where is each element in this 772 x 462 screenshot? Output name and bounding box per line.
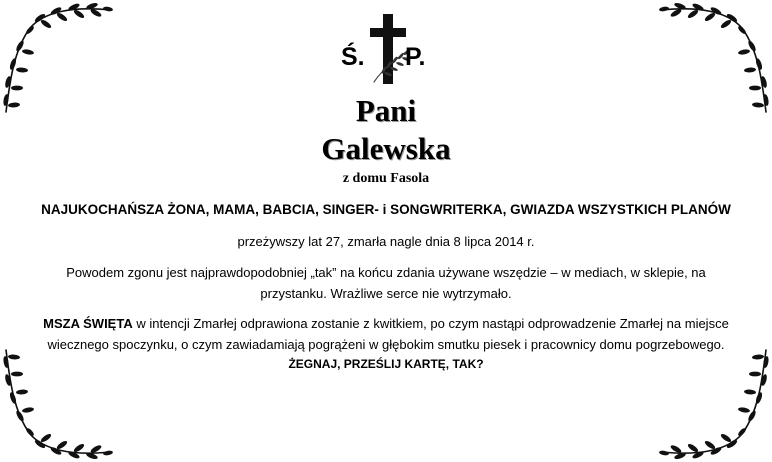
mass-lead: MSZA ŚWIĘTA (43, 316, 133, 331)
header-sp (0, 12, 772, 86)
age-and-date: przeżywszy lat 27, zmarła nagle dnia 8 lipca 2014 r. (237, 234, 535, 249)
farewell: ŻEGNAJ, PRZEŚLIJ KARTĘ, TAK? (288, 357, 484, 371)
cause-line-1: Powodem zgonu jest najprawdopodobniej „tak” na końcu zdania używane wszędzie – w mediach, w sklepie, na (66, 265, 706, 280)
header-right-letter: P. (405, 43, 426, 71)
maiden-name: z domu Fasola (342, 171, 430, 186)
cause-line-2: przystanku. Wrażliwe serce nie wytrzymało. (260, 286, 512, 301)
mass-line-1 (0, 313, 772, 334)
mass-line-1-rest: w intencji Zmarłej odprawiona zostanie z kwitkiem, po czym nastąpi odprowadzenie Zmarłej na miejsce (132, 316, 729, 331)
header-left-letter: Ś. (341, 43, 365, 71)
headline: NAJUKOCHAŃSZA ŻONA, MAMA, BABCIA, SINGER- i SONGWRITERKA, GWIAZDA WSZYSTKICH PLANÓW (41, 202, 731, 217)
deceased-title: Pani (355, 93, 417, 128)
deceased-surname: Galewska (321, 131, 451, 166)
mass-line-2: wiecznego spoczynku, o czym zawiadamiają pogrążeni w głębokim smutku piesek i pracownicy domu pogrzebowego. (47, 337, 725, 352)
